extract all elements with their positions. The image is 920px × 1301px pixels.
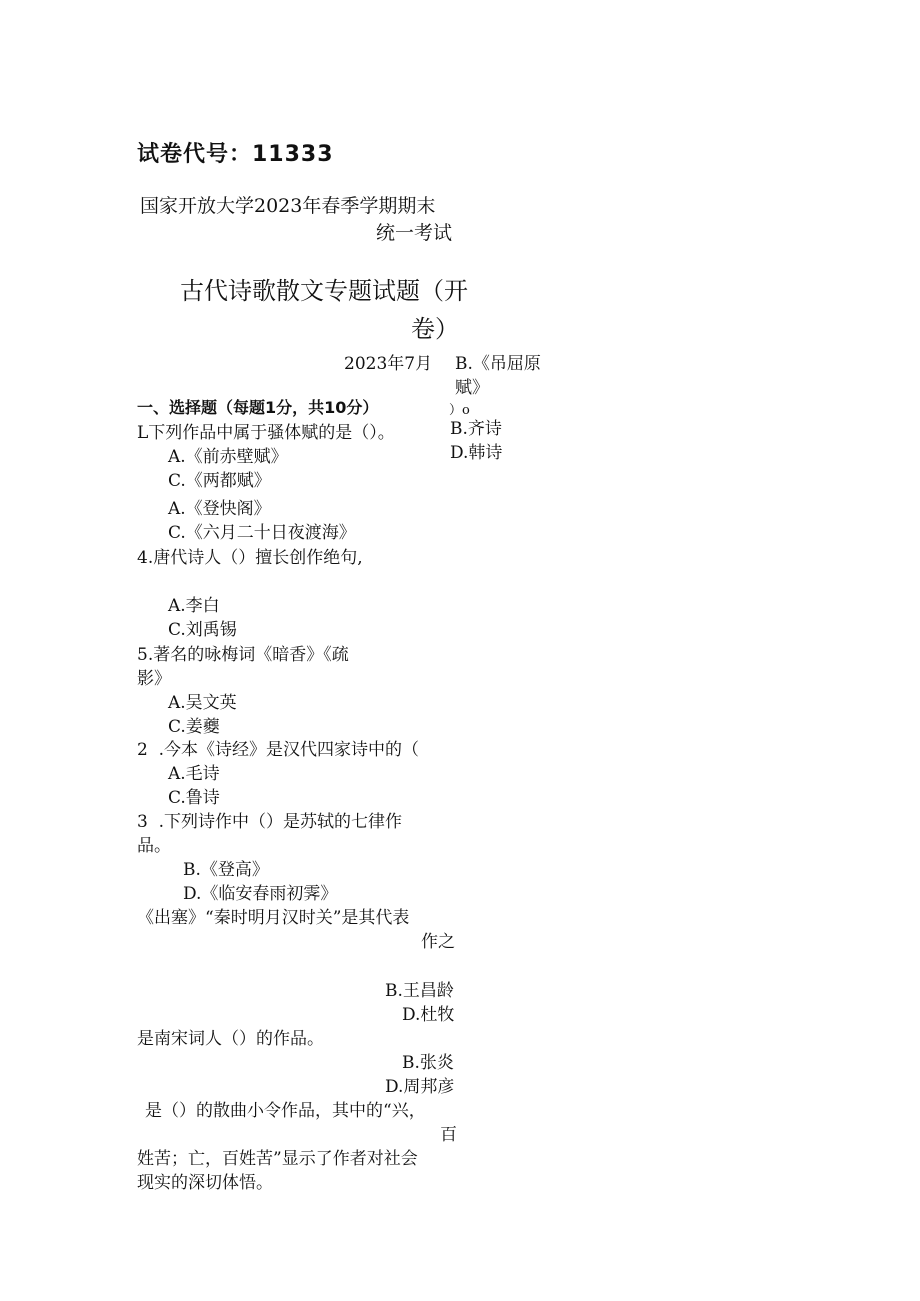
question-3-cont: 品。: [137, 836, 171, 856]
question-3: 3 .下列诗作中（）是苏轼的七律作: [137, 812, 403, 832]
right-option-4: B.齐诗: [450, 419, 502, 439]
option-line: B.张炎: [402, 1053, 454, 1073]
university-title-line1: 国家开放大学2023年春季学期期末: [140, 195, 436, 217]
option-line: C.刘禹锡: [168, 620, 237, 640]
option-line: D.杜牧: [402, 1005, 455, 1025]
option-line: B.王昌龄: [385, 981, 454, 1001]
option-line: C.《两都赋》: [168, 471, 271, 491]
option-line: A.《登快阁》: [168, 499, 271, 519]
question-4: 4.唐代诗人（）擅长创作绝句,: [137, 548, 363, 568]
option-line: C.姜夔: [168, 717, 220, 737]
option-line: B.《登高》: [183, 860, 269, 880]
section-heading: 一、选择题（每题1分，共10分）: [137, 398, 379, 417]
option-line: C.《六月二十日夜渡海》: [168, 523, 356, 543]
right-option-5: D.韩诗: [450, 443, 503, 463]
option-line: C.鲁诗: [168, 788, 220, 808]
option-line: A.毛诗: [168, 764, 220, 784]
question-fragment-cont: 现实的深切体悟。: [137, 1173, 273, 1193]
right-option-3: ）o: [449, 403, 470, 418]
paper-code: 试卷代号：11333: [137, 142, 334, 167]
right-option-1: B.《吊屈原: [455, 354, 541, 374]
question-fragment: 《出塞》“秦时明月汉时关”是其代表: [137, 908, 410, 928]
option-line: A.《前赤壁赋》: [168, 447, 288, 467]
question-fragment: 是（）的散曲小令作品，其中的“兴，: [145, 1101, 426, 1121]
question-1: L下列作品中属于骚体赋的是（）。: [137, 423, 395, 443]
question-fragment-cont: 姓苦；亡，百姓苦”显示了作者对社会: [137, 1149, 418, 1169]
question-2: 2 .今本《诗经》是汉代四家诗中的（: [137, 740, 420, 760]
option-line: A.吴文英: [168, 693, 237, 713]
option-line: D.《临安春雨初霁》: [183, 884, 338, 904]
option-line: A.李白: [168, 596, 220, 616]
university-title-line2: 统一考试: [376, 222, 453, 244]
question-5-cont: 影》: [137, 669, 171, 689]
option-line: D.周邦彦: [385, 1077, 455, 1097]
question-5: 5.著名的咏梅词《暗香》《疏: [137, 645, 349, 665]
exam-date: 2023年7月: [344, 354, 433, 374]
question-fragment: 是南宋词人（）的作品。: [137, 1029, 324, 1049]
question-fragment-cont: 作之: [421, 932, 455, 952]
exam-title-line1: 古代诗歌散文专题试题（开: [180, 277, 468, 305]
question-fragment-cont: 百: [440, 1125, 457, 1145]
right-option-2: 赋》: [455, 378, 489, 398]
exam-title-line2: 卷）: [411, 315, 459, 343]
